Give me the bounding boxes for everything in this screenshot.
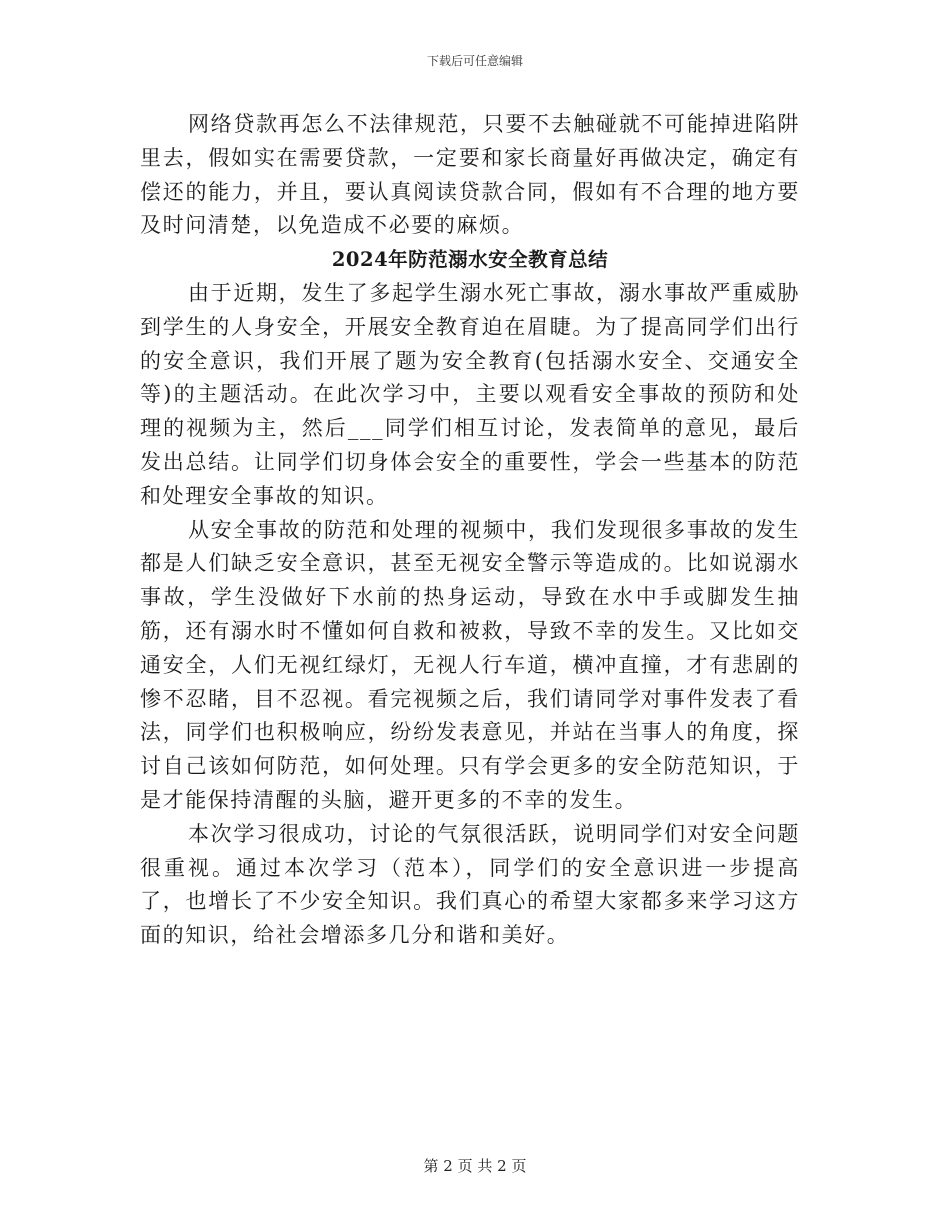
paragraph-3: 本次学习很成功，讨论的气氛很活跃，说明同学们对安全问题很重视。通过本次学习（范本），同学们的安全意识进一步提高了，也增长了不少安全知识。我们真心的希望大家都多来学习这方面的知识，给社会增添多几分和谐和美好。	[140, 821, 800, 948]
header-note: 下载后可任意编辑	[426, 54, 523, 68]
document-body	[140, 108, 800, 953]
intro-paragraph: 网络贷款再怎么不法律规范，只要不去触碰就不可能掉进陷阱里去，假如实在需要贷款，一定要和家长商量好再做决定，确定有偿还的能力，并且，要认真阅读贷款合同，假如有不合理的地方要及时问清楚，以免造成不必要的麻烦。	[140, 112, 800, 238]
page-number: 第 2 页 共 2 页	[423, 1157, 527, 1175]
paragraph-2: 从安全事故的防范和处理的视频中，我们发现很多事故的发生都是人们缺乏安全意识，甚至无视安全警示等造成的。比如说溺水事故，学生没做好下水前的热身运动，导致在水中手或脚发生抽筋，还有溺水时不懂如何自救和被救，导致不幸的发生。又比如交通安全，人们无视红绿灯，无视人行车道，横冲直撞，才有悲剧的惨不忍睹，目不忍视。看完视频之后，我们请同学对事件发表了看法，同学们也积极响应，纷纷发表意见，并站在当事人的角度，探讨自己该如何防范，如何处理。只有学会更多的安全防范知识，于是才能保持清醒的头脑，避开更多的不幸的发生。	[140, 517, 800, 812]
document-title: 2024年防范溺水安全教育总结	[331, 248, 609, 272]
paragraph-1: 由于近期，发生了多起学生溺水死亡事故，溺水事故严重威胁到学生的人身安全，开展安全教育迫在眉睫。为了提高同学们出行的安全意识，我们开展了题为安全教育(包括溺水安全、交通安全等)的主题活动。在此次学习中，主要以观看安全事故的预防和处理的视频为主，然后___同学们相互讨论，发表简单的意见，最后发出总结。让同学们切身体会安全的重要性，学会一些基本的防范和处理安全事故的知识。	[140, 280, 800, 508]
